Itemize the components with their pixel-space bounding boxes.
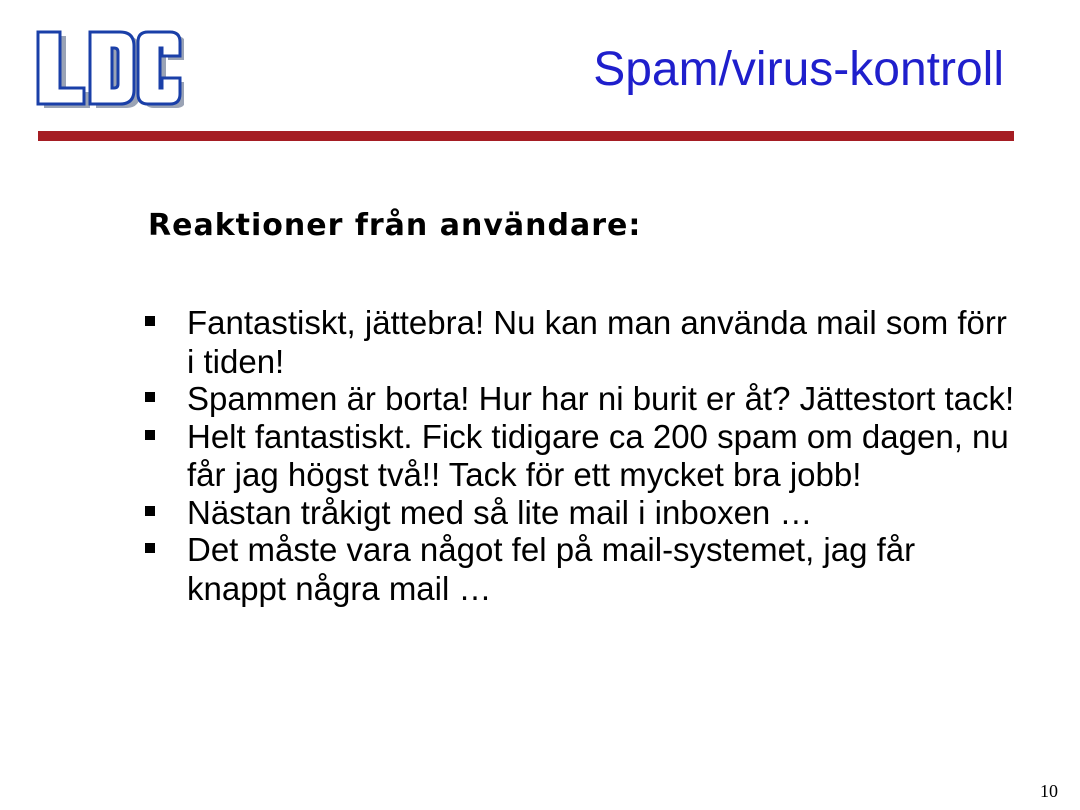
list-item-text: Fantastiskt, jättebra! Nu kan man använda mail som förr i tiden!: [187, 304, 1007, 380]
list-item: [143, 418, 1023, 495]
bullet-list: [143, 304, 1023, 607]
list-item: [143, 494, 1023, 533]
bullet-square-icon: [145, 506, 155, 516]
bullet-square-icon: [145, 430, 155, 440]
list-item-text: Det måste vara något fel på mail-systemet, jag får knappt några mail …: [187, 531, 916, 607]
bullet-square-icon: [145, 316, 155, 326]
list-item: [143, 380, 1023, 419]
title-divider: [38, 131, 1014, 141]
section-heading: Reaktioner från användare:: [148, 208, 642, 243]
list-item-text: Helt fantastiskt. Fick tidigare ca 200 spam om dagen, nu får jag högst två!! Tack för ett mycket bra jobb!: [187, 417, 1009, 493]
page-number: 10: [1040, 781, 1058, 801]
slide-title: Spam/virus-kontroll: [593, 43, 1004, 96]
bullet-square-icon: [145, 543, 155, 553]
bullet-square-icon: [145, 392, 155, 402]
list-item-text: Nästan tråkigt med så lite mail i inboxen …: [187, 493, 813, 531]
ldc-logo-graphic: [34, 30, 184, 112]
list-item-text: Spammen är borta! Hur har ni burit er åt? Jättestort tack!: [187, 380, 1015, 417]
list-item: [143, 531, 1023, 608]
list-item: [143, 304, 1023, 381]
ldc-logo: [34, 30, 184, 112]
